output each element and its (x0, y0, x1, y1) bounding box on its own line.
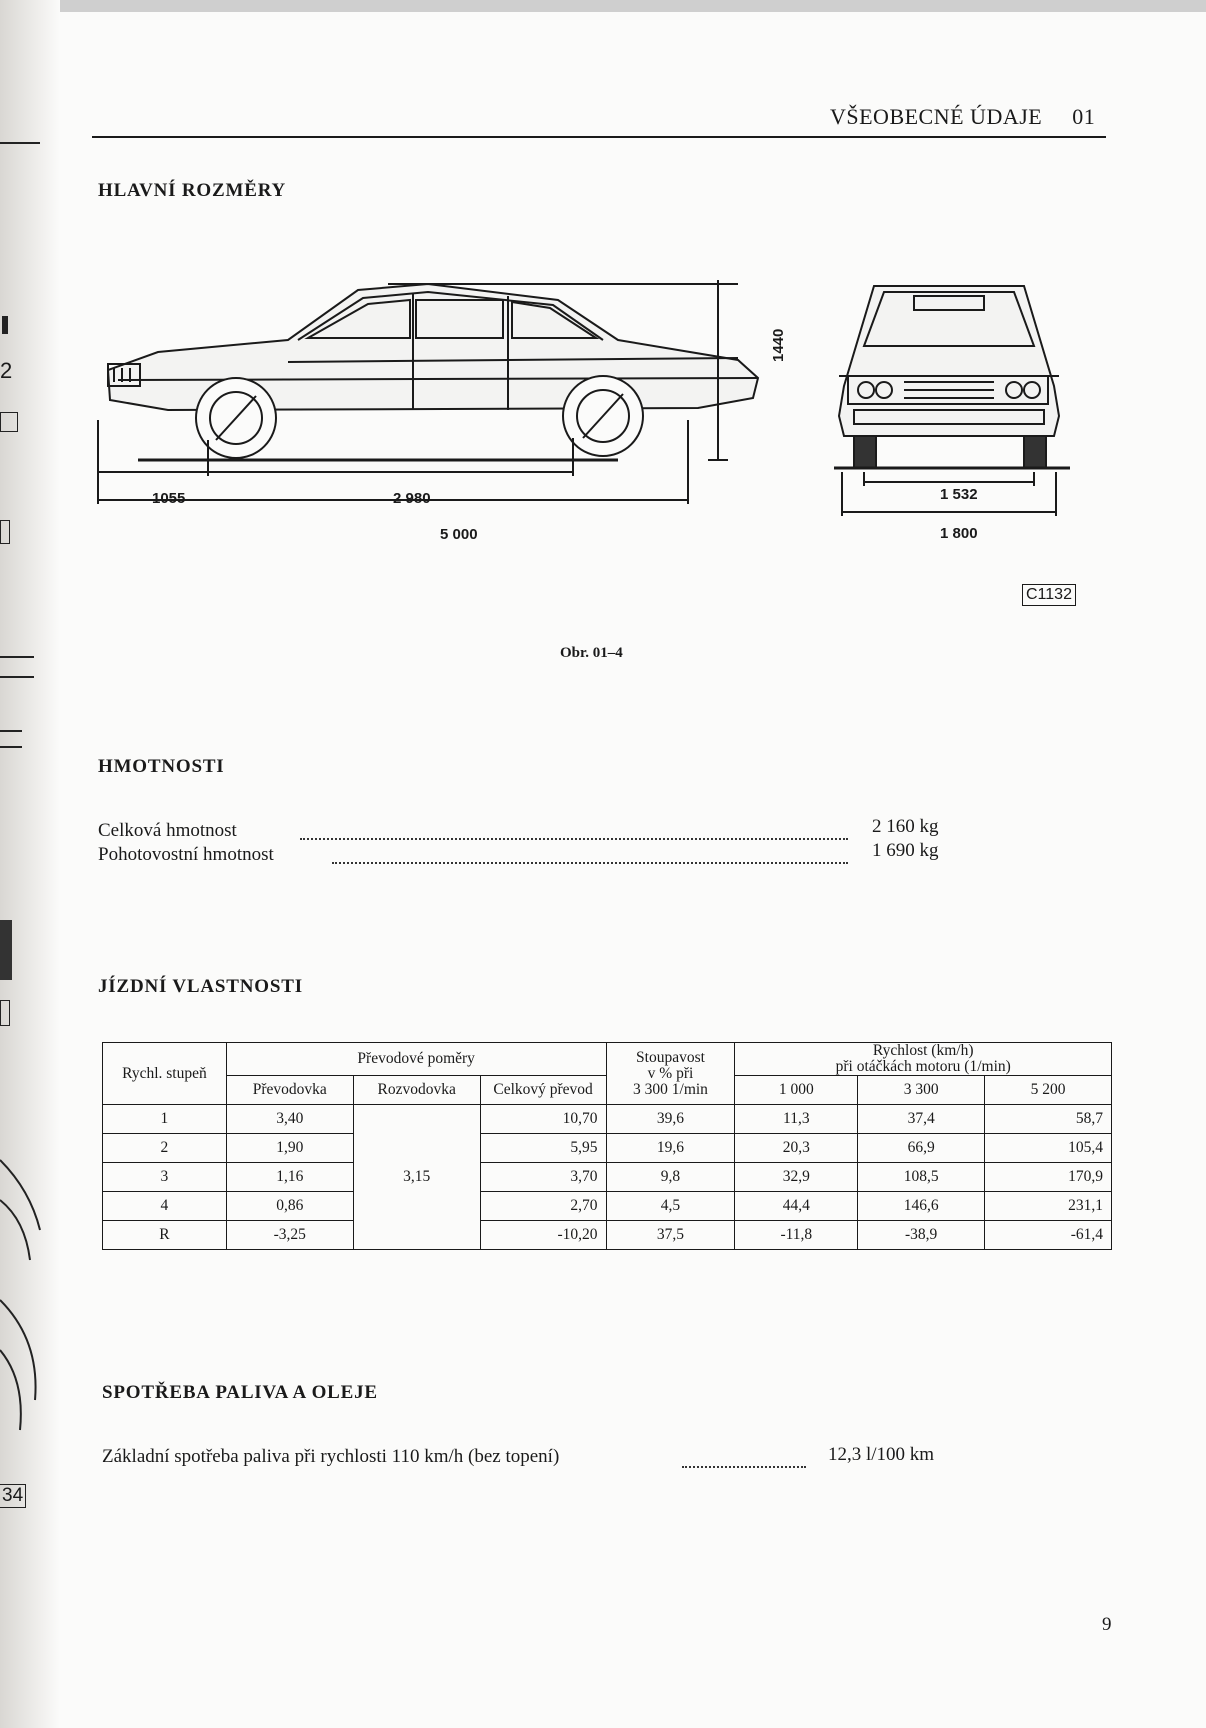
cell-speed-5200: 105,4 (985, 1134, 1112, 1163)
cell-speed-3300: 146,6 (858, 1192, 985, 1221)
cell-speed-1000: 32,9 (735, 1163, 858, 1192)
header-rpm3: 5 200 (985, 1076, 1112, 1105)
cell-climb: 37,5 (606, 1221, 735, 1250)
adjacent-drawing-fragment (0, 1100, 60, 1500)
header-climb (606, 1043, 735, 1105)
cell-climb: 19,6 (606, 1134, 735, 1163)
cell-climb: 39,6 (606, 1105, 735, 1134)
header-speed-line1: Rychlost (km/h) (872, 1042, 974, 1059)
cell-total: -10,20 (480, 1221, 606, 1250)
table-row (103, 1221, 1112, 1250)
header-climb-line1: Stoupavost (636, 1048, 705, 1066)
gutter-label-a: 2 (0, 358, 13, 383)
page-number: 9 (1102, 1614, 1112, 1635)
cell-speed-1000: 20,3 (735, 1134, 858, 1163)
mass-value-total: 2 160 kg (872, 816, 939, 837)
header-gear: Rychl. stupeň (103, 1043, 227, 1105)
cell-climb: 9,8 (606, 1163, 735, 1192)
cell-speed-1000: -11,8 (735, 1221, 858, 1250)
header-total: Celkový převod (480, 1076, 606, 1105)
dim-width: 1 800 (940, 525, 978, 542)
dimensions-heading: HLAVNÍ ROZMĚRY (98, 180, 287, 201)
cell-speed-3300: 37,4 (858, 1105, 985, 1134)
cell-transfer: 3,15 (353, 1105, 480, 1250)
header-speed-line2: při otáčkách motoru (1/min) (835, 1058, 1011, 1075)
mass-dots-total (300, 838, 848, 840)
cell-speed-5200: 170,9 (985, 1163, 1112, 1192)
dim-length: 5 000 (440, 526, 478, 543)
table-row (103, 1134, 1112, 1163)
header-speed (735, 1043, 1112, 1076)
cell-speed-5200: -61,4 (985, 1221, 1112, 1250)
cell-gear: 4 (103, 1192, 227, 1221)
figure-caption: Obr. 01–4 (560, 645, 623, 661)
cell-total: 10,70 (480, 1105, 606, 1134)
cell-gearbox: 3,40 (226, 1105, 353, 1134)
cell-total: 3,70 (480, 1163, 606, 1192)
dim-wheelbase: 2 980 (393, 490, 431, 507)
cell-total: 2,70 (480, 1192, 606, 1221)
adjacent-page-fragments (0, 0, 60, 1728)
header-chapter: 01 (1072, 104, 1096, 129)
consumption-value: 12,3 l/100 km (828, 1444, 935, 1465)
gutter-label-b: 34 (0, 1484, 26, 1508)
header-title: VŠEOBECNÉ ÚDAJE (830, 104, 1043, 129)
scan-top-edge (60, 0, 1206, 12)
masses-heading: HMOTNOSTI (98, 756, 225, 777)
cell-gearbox: 0,86 (226, 1192, 353, 1221)
cell-gear: 2 (103, 1134, 227, 1163)
cell-gearbox: -3,25 (226, 1221, 353, 1250)
table-row (103, 1192, 1112, 1221)
cell-gearbox: 1,90 (226, 1134, 353, 1163)
table-row (103, 1105, 1112, 1134)
cell-gear: R (103, 1221, 227, 1250)
dim-front-overhang: 1055 (152, 490, 186, 507)
cell-gearbox: 1,16 (226, 1163, 353, 1192)
mass-label-total: Celková hmotnost (98, 820, 237, 841)
header-climb-line2: v % při (647, 1064, 694, 1082)
driving-heading: JÍZDNÍ VLASTNOSTI (98, 976, 303, 997)
consumption-heading: SPOTŘEBA PALIVA A OLEJE (102, 1382, 378, 1403)
cell-gear: 3 (103, 1163, 227, 1192)
cell-climb: 4,5 (606, 1192, 735, 1221)
running-header (830, 104, 1095, 130)
dim-height: 1440 (770, 328, 787, 362)
consumption-dots (682, 1466, 806, 1468)
header-rpm1: 1 000 (735, 1076, 858, 1105)
car-front-view-drawing (834, 276, 1074, 546)
header-climb-line3: 3 300 1/min (633, 1080, 708, 1098)
cell-speed-3300: -38,9 (858, 1221, 985, 1250)
cell-total: 5,95 (480, 1134, 606, 1163)
header-rpm2: 3 300 (858, 1076, 985, 1105)
dim-track: 1 532 (940, 486, 978, 503)
driving-properties-table (102, 1042, 1112, 1250)
cell-gear: 1 (103, 1105, 227, 1134)
consumption-label: Základní spotřeba paliva při rychlosti 110 km/h (bez topení) (102, 1446, 560, 1467)
table-row (103, 1163, 1112, 1192)
header-rule (92, 136, 1106, 138)
mass-value-curb: 1 690 kg (872, 840, 939, 861)
header-transfer: Rozvodovka (353, 1076, 480, 1105)
cell-speed-1000: 11,3 (735, 1105, 858, 1134)
figure-code: C1132 (1022, 584, 1076, 606)
cell-speed-5200: 231,1 (985, 1192, 1112, 1221)
header-gearbox: Převodovka (226, 1076, 353, 1105)
mass-dots-curb (332, 862, 848, 864)
header-ratios: Převodové poměry (226, 1043, 606, 1076)
car-side-view-drawing (98, 270, 818, 560)
cell-speed-3300: 108,5 (858, 1163, 985, 1192)
table-header-row (103, 1043, 1112, 1076)
mass-label-curb: Pohotovostní hmotnost (98, 844, 274, 865)
cell-speed-1000: 44,4 (735, 1192, 858, 1221)
cell-speed-3300: 66,9 (858, 1134, 985, 1163)
cell-speed-5200: 58,7 (985, 1105, 1112, 1134)
